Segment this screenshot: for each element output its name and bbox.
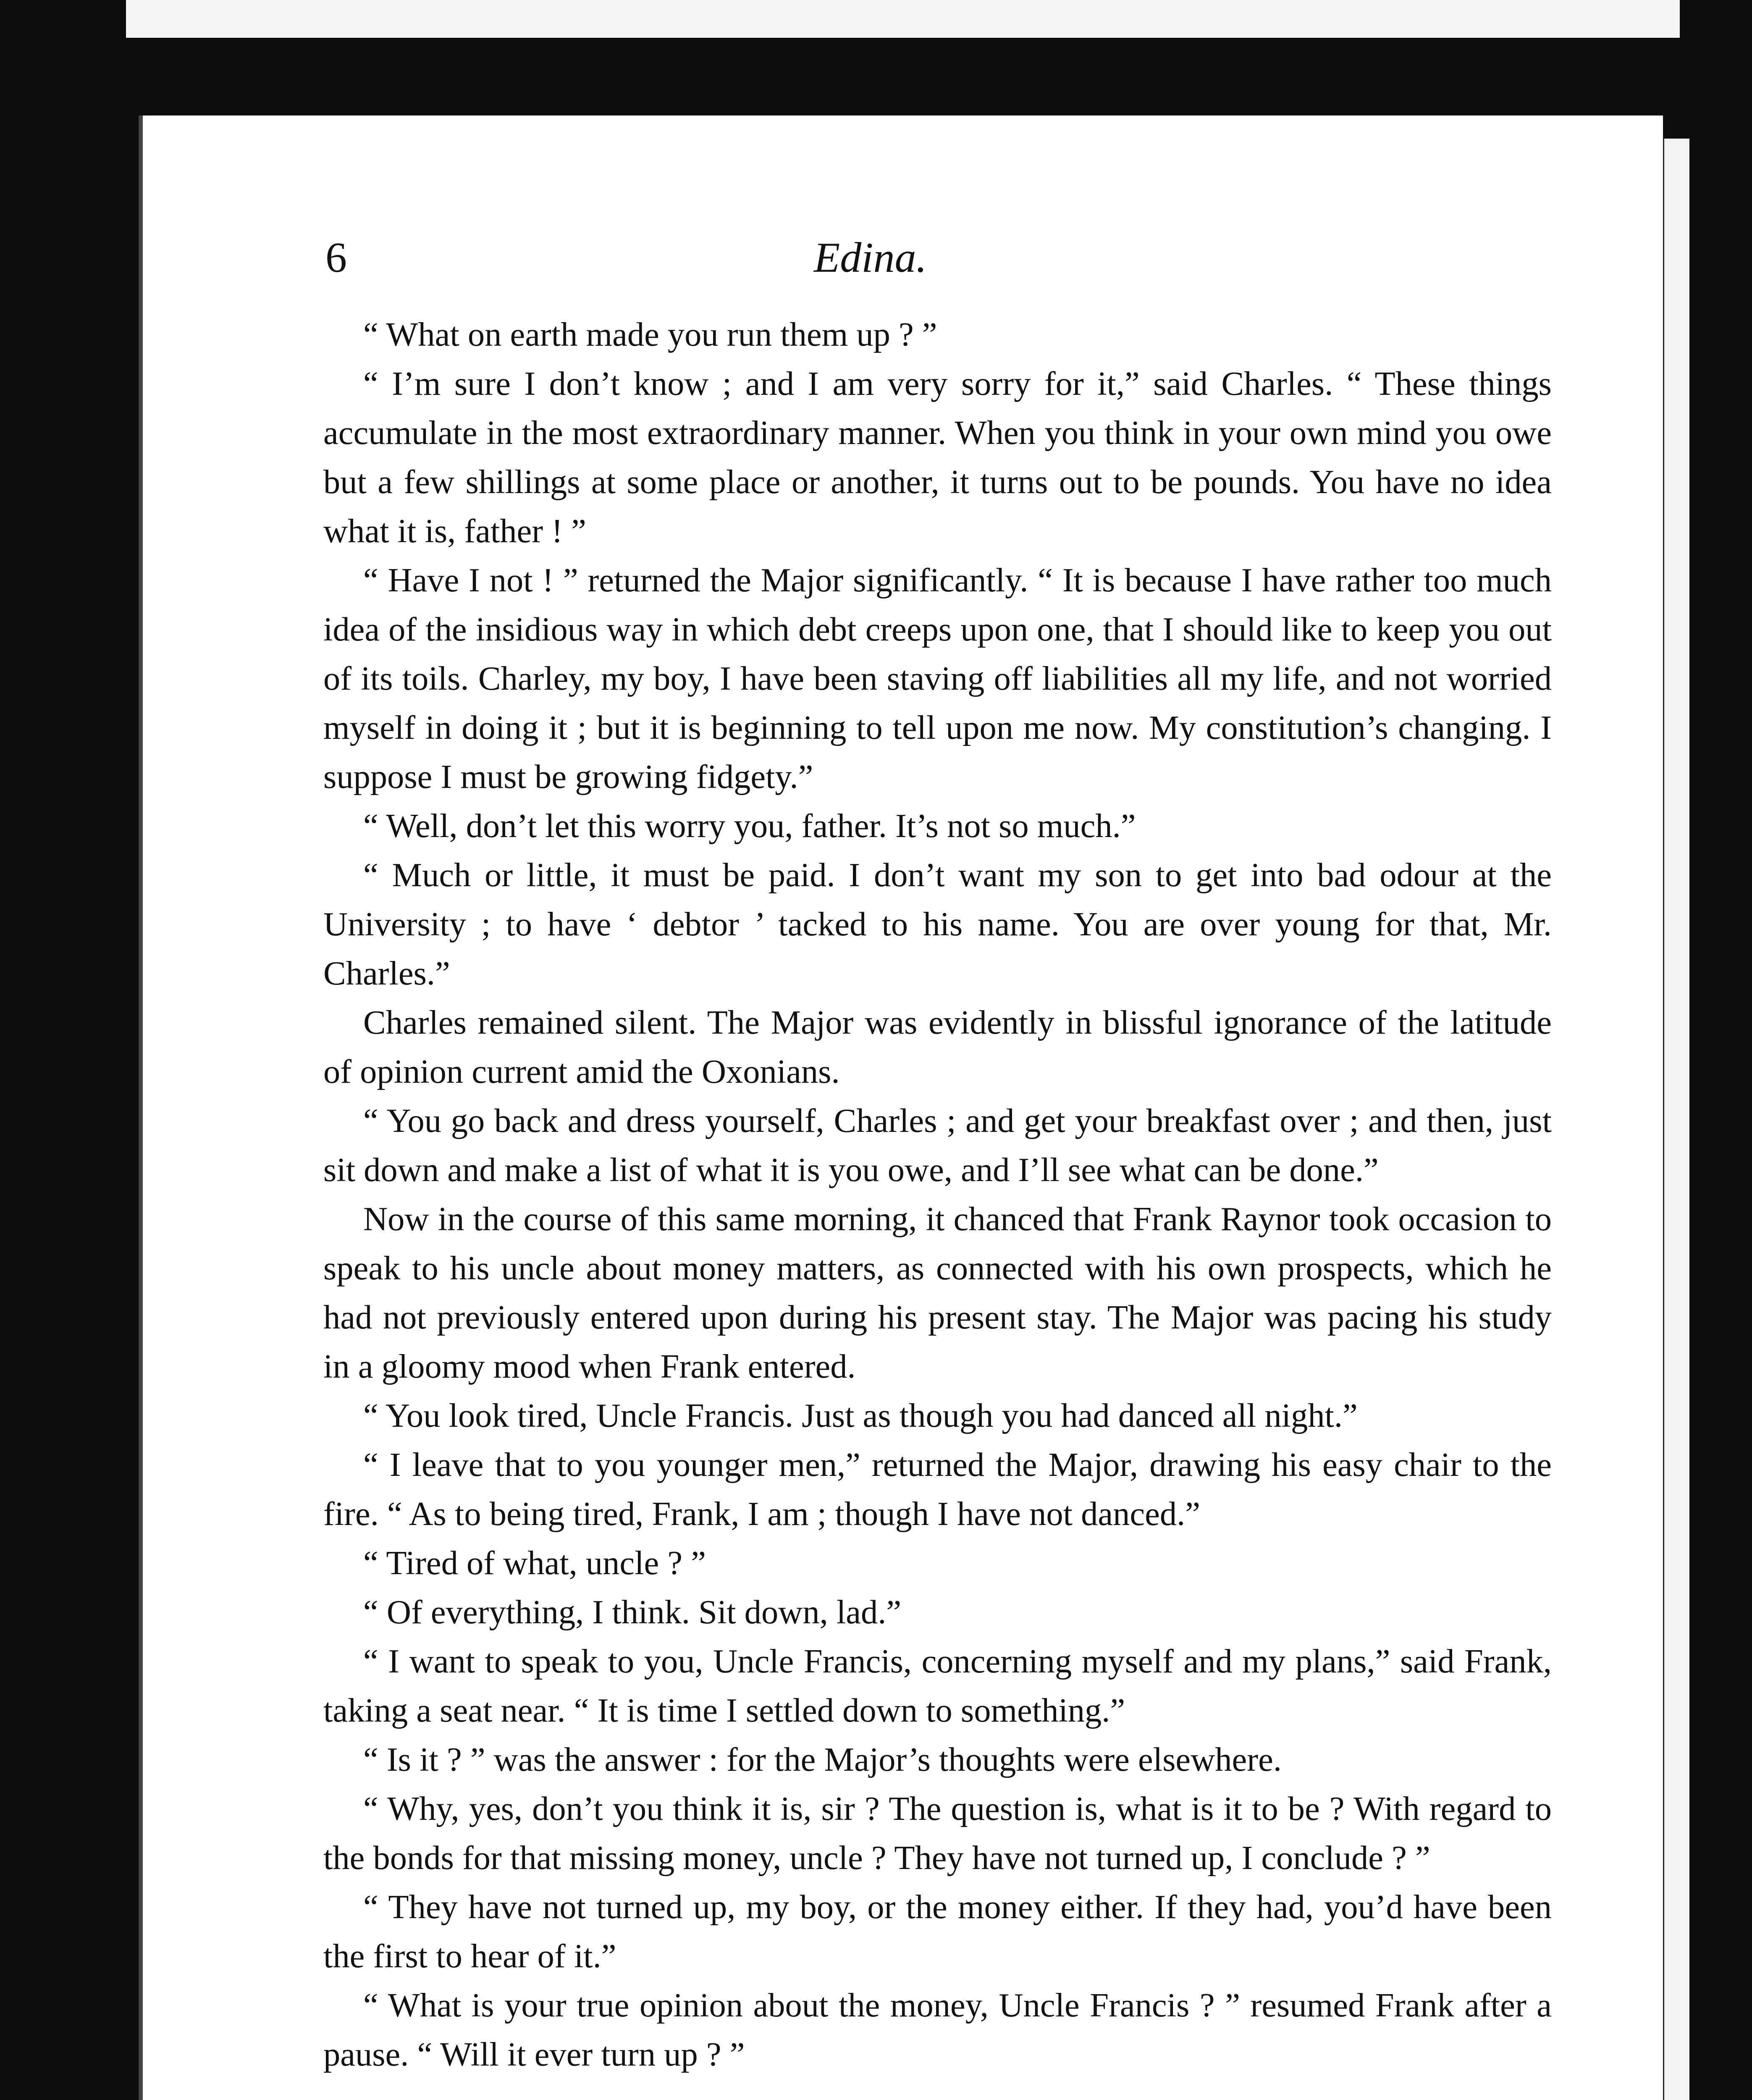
paragraph: “ What is your true opinion about the money, Uncle Francis ? ” resumed Frank after a pause. “ Will it ever turn up ? ” xyxy=(323,1987,1552,2073)
paragraph: “ Much or little, it must be paid. I don’t want my son to get into bad odour at the University ; to have ‘ debtor ’ tacked to his name. You are over young for that, Mr. Charles.” xyxy=(323,856,1552,992)
paragraph: “ Is it ? ” was the answer : for the Major’s thoughts were elsewhere. xyxy=(363,1741,1282,1778)
paragraph: Now in the course of this same morning, it chanced that Frank Raynor took occasion to speak to his uncle about money matters, as connected with his own prospects, which he had not previously entered upon during his present stay. The Major was pacing his study in a gloomy mood when Frank entered. xyxy=(323,1200,1552,1385)
paragraph: “ What on earth made you run them up ? ” xyxy=(363,316,937,353)
body-text xyxy=(323,310,1552,2079)
paragraph: “ They have not turned up, my boy, or the money either. If they had, you’d have been the first to hear of it.” xyxy=(323,1888,1552,1975)
paragraph: “ Of everything, I think. Sit down, lad.” xyxy=(363,1593,902,1631)
paragraph: “ Tired of what, uncle ? ” xyxy=(363,1544,706,1582)
paragraph: “ I want to speak to you, Uncle Francis, concerning myself and my plans,” said Frank, taking a seat near. “ It is time I settled down to something.” xyxy=(323,1643,1552,1729)
paragraph: “ Why, yes, don’t you think it is, sir ? The question is, what is it to be ? With regard to the bonds for that missing money, uncle ? They have not turned up, I conclude ? ” xyxy=(323,1790,1552,1877)
paragraph: “ I’m sure I don’t know ; and I am very sorry for it,” said Charles. “ These things accumulate in the most extraordinary manner. When you think in your own mind you owe but a few shillings at some place or another, it turns out to be pounds. You have no idea what it is, father ! ” xyxy=(323,365,1552,550)
paragraph: “ I leave that to you younger men,” returned the Major, drawing his easy chair to the fire. “ As to being tired, Frank, I am ; though I have not danced.” xyxy=(323,1446,1552,1533)
running-title: Edina. xyxy=(813,234,927,281)
paragraph: “ You go back and dress yourself, Charles ; and get your breakfast over ; and then, just sit down and make a list of what it is you owe, and I’ll see what can be done.” xyxy=(323,1102,1552,1189)
page-edge xyxy=(1661,139,1689,2100)
paragraph: “ Have I not ! ” returned the Major significantly. “ It is because I have rather too much idea of the insidious way in which debt creeps upon one, that I should like to keep you out of its toils. Charley, my boy, I have been staving off liabilities all my life, and not worried myself in doing it ; but it is beginning to tell upon me now. My constitution’s changing. I suppose I must be growing fidgety.” xyxy=(323,562,1552,795)
paragraph: “ You look tired, Uncle Francis. Just as though you had danced all night.” xyxy=(363,1397,1358,1434)
running-head xyxy=(187,233,1554,288)
page-number: 6 xyxy=(325,234,347,281)
paragraph: Charles remained silent. The Major was evidently in blissful ignorance of the latitude of opinion current amid the Oxonians. xyxy=(323,1004,1552,1090)
paragraph: “ Well, don’t let this worry you, father. It’s not so much.” xyxy=(363,807,1136,845)
previous-page-strip xyxy=(126,0,1680,38)
